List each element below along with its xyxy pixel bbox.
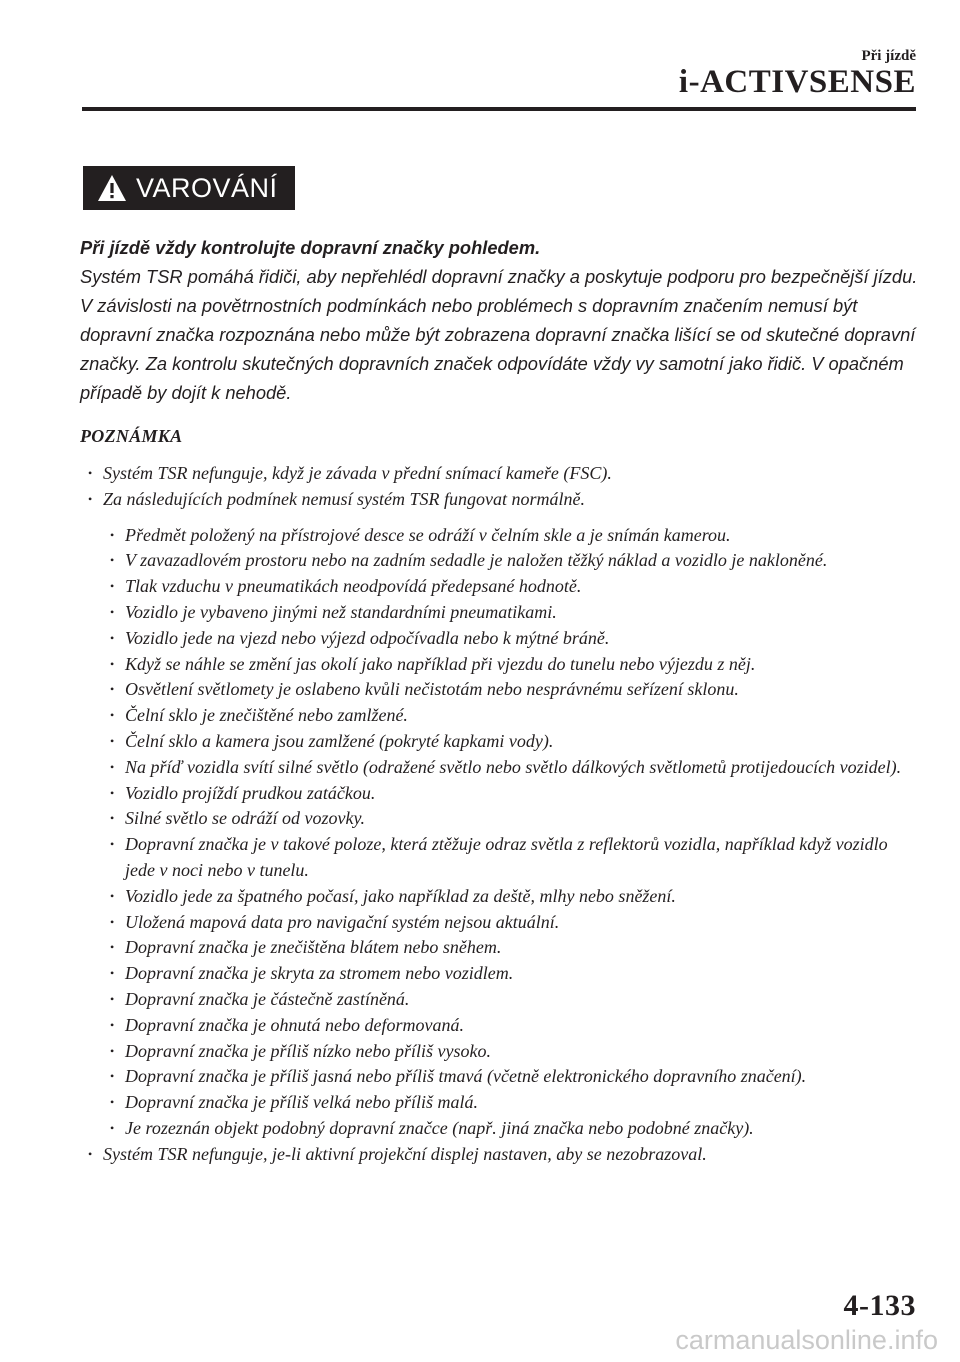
list-item: • Vozidlo jede na vjezd nebo výjezd odpočívadla nebo k mýtné bráně.: [0, 626, 920, 652]
list-item: • Dopravní značka je ohnutá nebo deformovaná.: [0, 1013, 920, 1039]
list-item: • Dopravní značka je skryta za stromem nebo vozidlem.: [0, 961, 920, 987]
list-item: • Předmět položený na přístrojové desce se odráží v čelním skle a je snímán kamerou.: [0, 523, 920, 549]
header-section: Při jízdě: [861, 48, 916, 64]
warning-label: VAROVÁNÍ: [136, 172, 278, 203]
header-rule: [82, 107, 916, 111]
header-chapter: i-ACTIVSENSE: [678, 64, 916, 100]
warning-text: [80, 233, 930, 407]
list-item: • Dopravní značka je znečištěna blátem nebo sněhem.: [0, 935, 920, 961]
list-item: • Silné světlo se odráží od vozovky.: [0, 806, 920, 832]
warning-triangle-icon: [97, 174, 127, 202]
warning-box: [83, 166, 295, 210]
list-item: • Za následujících podmínek nemusí systém TSR fungovat normálně.: [0, 487, 960, 513]
warning-lead: Při jízdě vždy kontrolujte dopravní značky pohledem.: [80, 237, 541, 258]
list-item: • Systém TSR nefunguje, je-li aktivní projekční displej nastaven, aby se nezobrazoval.: [0, 1142, 960, 1168]
list-item: • Je rozeznán objekt podobný dopravní značce (např. jiná značka nebo podobné značky).: [0, 1116, 920, 1142]
list-item: • Vozidlo jede za špatného počasí, jako například za deště, mlhy nebo sněžení.: [0, 884, 920, 910]
warning-body: Systém TSR pomáhá řidiči, aby nepřehlédl dopravní značky a poskytuje podporu pro bezpečnější jízdu. V závislosti na povětrnostních podmínkách nebo problémech s dopravním značením nemusí být dopravní značka rozpoznána nebo může být zobrazena dopravní značka lišící se od skutečné dopravní značky. Za kontrolu skutečných dopravních značek odpovídáte vždy vy samotní jako řidič. V opačném případě by dojít k nehodě.: [80, 266, 918, 403]
list-item: • Tlak vzduchu v pneumatikách neodpovídá předepsané hodnotě.: [0, 574, 920, 600]
note-title: POZNÁMKA: [80, 426, 183, 446]
list-item: • V zavazadlovém prostoru nebo na zadním sedadle je naložen těžký náklad a vozidlo je nakloněné.: [0, 548, 920, 574]
list-item: • Vozidlo je vybaveno jinými než standardními pneumatikami.: [0, 600, 920, 626]
list-item: • Dopravní značka je částečně zastíněná.: [0, 987, 920, 1013]
list-item: • Systém TSR nefunguje, když je závada v přední snímací kameře (FSC).: [0, 461, 960, 487]
list-item: • Na příď vozidla svítí silné světlo (odražené světlo nebo světlo dálkových světlometů protijedoucích vozidel).: [0, 755, 920, 781]
watermark: carmanualsonline.info: [675, 1325, 938, 1355]
list-item: • Když se náhle se změní jas okolí jako například při vjezdu do tunelu nebo výjezdu z něj.: [0, 652, 920, 678]
note-list: [0, 461, 960, 1168]
list-item: • Dopravní značka je příliš velká nebo příliš malá.: [0, 1090, 920, 1116]
list-item: • Uložená mapová data pro navigační systém nejsou aktuální.: [0, 910, 920, 936]
list-item: • Dopravní značka je příliš nízko nebo příliš vysoko.: [0, 1039, 920, 1065]
list-item: • Osvětlení světlomety je oslabeno kvůli nečistotám nebo nesprávnému seřízení sklonu.: [0, 677, 920, 703]
page-number: 4-133: [843, 1289, 916, 1322]
list-item: • Čelní sklo a kamera jsou zamlžené (pokryté kapkami vody).: [0, 729, 920, 755]
list-item: • Vozidlo projíždí prudkou zatáčkou.: [0, 781, 920, 807]
list-item: • Dopravní značka je příliš jasná nebo příliš tmavá (včetně elektronického dopravního značení).: [0, 1064, 920, 1090]
list-item: • Čelní sklo je znečištěné nebo zamlžené.: [0, 703, 920, 729]
list-item: • Dopravní značka je v takové poloze, která ztěžuje odraz světla z reflektorů vozidla, například když vozidlo jede v noci nebo v tunelu.: [0, 832, 920, 884]
